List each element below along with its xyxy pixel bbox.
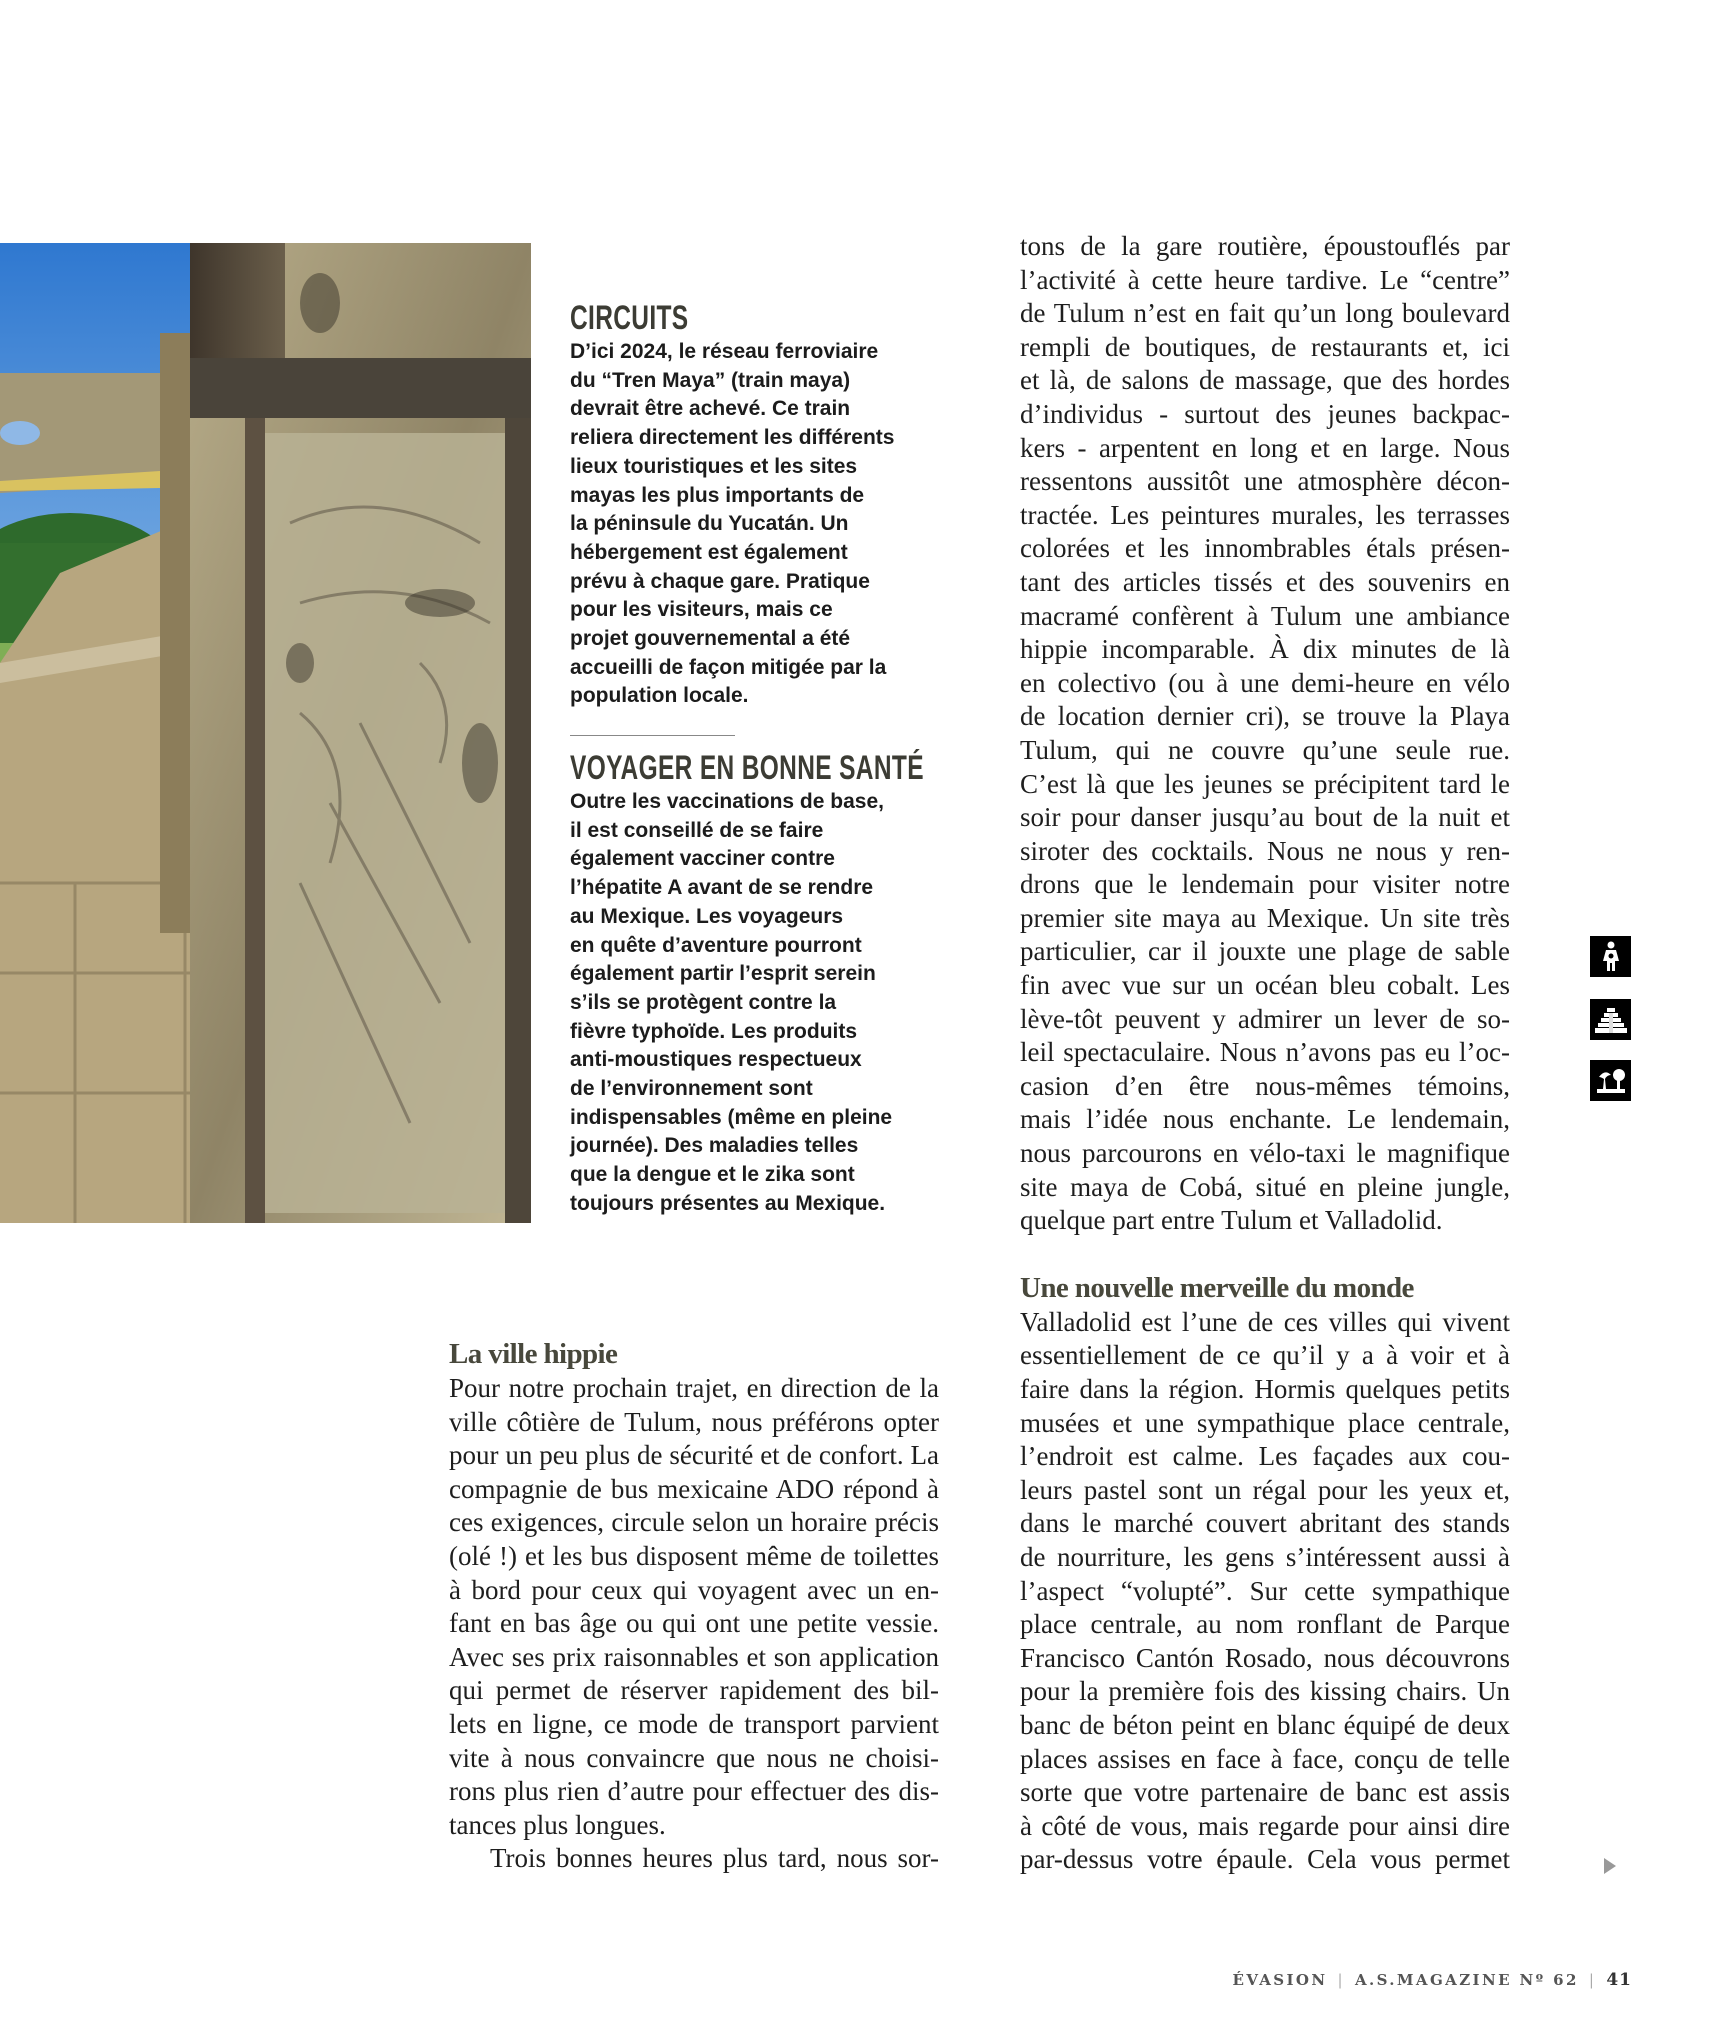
text-line: hébergement est également xyxy=(570,540,848,564)
text-line: au Mexique. Les voyageurs xyxy=(570,904,844,928)
text-line: mais l’idée nous enchante. Le lendemain, xyxy=(1020,1104,1510,1135)
text-line: de l’environnement sont xyxy=(570,1077,813,1101)
text-line: D’ici 2024, le réseau ferroviaire xyxy=(570,340,879,363)
text-line: sorte que votre partenaire de banc est assis xyxy=(1020,1777,1510,1808)
text-line: qui permet de réserver rapidement des bil- xyxy=(449,1675,939,1706)
next-page-arrow-icon[interactable] xyxy=(1604,1858,1616,1874)
text-line: de nourriture, les gens s’intéressent aussi à xyxy=(1020,1541,1510,1572)
mayan-ruins-photo xyxy=(0,243,531,1223)
text-line: en quête d’aventure pourront xyxy=(570,933,862,957)
text-line: particulier, car il jouxte une plage de sable xyxy=(1020,936,1510,967)
text-line: rons plus rien d’autre pour effectuer des dis- xyxy=(449,1776,939,1807)
text-line: Pour notre prochain trajet, en direction de la xyxy=(449,1373,939,1403)
text-line: ville côtière de Tulum, nous préférons opter xyxy=(449,1406,939,1437)
circuits-body xyxy=(570,338,910,711)
footer-divider: | xyxy=(1337,1971,1345,1989)
text-line: par-dessus votre épaule. Cela vous permet xyxy=(1020,1844,1510,1875)
text-line: population locale. xyxy=(570,684,749,708)
text-line: accueilli de façon mitigée par la xyxy=(570,655,887,679)
text-line: l’hépatite A avant de se rendre xyxy=(570,876,874,900)
text-line: de location dernier cri), se trouve la Playa xyxy=(1020,701,1510,732)
text-line: également vacciner contre xyxy=(570,847,835,871)
text-line: ces exigences, circule selon un horaire précis xyxy=(449,1507,939,1538)
text-line: de Tulum n’est en fait qu’un long boulevard xyxy=(1020,298,1510,329)
text-line: compagnie de bus mexicaine ADO répond à xyxy=(449,1473,939,1504)
text-line: ressentons aussitôt une atmosphère décon- xyxy=(1020,466,1510,497)
text-line: kers - arpentent en long et en large. Nous xyxy=(1020,432,1510,463)
text-line: pour les visiteurs, mais ce xyxy=(570,598,833,622)
circuits-heading: CIRCUITS xyxy=(570,299,689,337)
text-line: s’ils se protègent contre la xyxy=(570,990,837,1014)
health-heading: VOYAGER EN BONNE SANTÉ xyxy=(570,749,924,787)
text-line: C’est là que les jeunes se précipitent tard le xyxy=(1020,768,1510,799)
text-line: mayas les plus importants de xyxy=(570,483,865,507)
text-line: l’activité à cette heure tardive. Le “centre” xyxy=(1020,264,1510,295)
text-line: dans le marché couvert abritant des stands xyxy=(1020,1508,1510,1539)
paragraph xyxy=(449,1842,939,1876)
text-line: Valladolid est l’une de ces villes qui vivent xyxy=(1020,1306,1510,1337)
text-line: vite à nous convaincre que nous ne choisi- xyxy=(449,1742,939,1773)
text-line: places assises en face à face, conçu de telle xyxy=(1020,1743,1510,1774)
text-line: et là, de salons de massage, que des hordes xyxy=(1020,365,1510,396)
mayan-pyramid-icon xyxy=(1590,999,1631,1040)
text-line: Tulum, qui ne couvre qu’une seule rue. xyxy=(1020,734,1510,765)
sidebar-health xyxy=(570,748,924,1219)
sidebar-circuits xyxy=(570,298,910,711)
footer-section: ÉVASION xyxy=(1232,1971,1328,1989)
text-line: il est conseillé de se faire xyxy=(570,818,824,842)
text-line: anti-moustiques respectueux xyxy=(570,1048,862,1072)
text-line: l’endroit est calme. Les façades aux cou- xyxy=(1020,1441,1510,1472)
text-line: soir pour danser jusqu’au bout de la nuit et xyxy=(1020,802,1510,833)
section-heading-ville-hippie: La ville hippie xyxy=(449,1338,618,1370)
text-line: colorées et les innombrables étals présen- xyxy=(1020,533,1510,564)
palm-beach-icon xyxy=(1590,1060,1631,1101)
text-line: projet gouvernemental a été xyxy=(570,627,851,651)
health-body xyxy=(570,788,910,1219)
page-number: 41 xyxy=(1606,1970,1632,1990)
text-line: lieux touristiques et les sites xyxy=(570,454,858,478)
text-line: Francisco Cantón Rosado, nous découvrons xyxy=(1020,1642,1510,1673)
text-line: reliera directement les différents xyxy=(570,426,895,450)
text-line: rempli de boutiques, de restaurants et, ici xyxy=(1020,331,1510,362)
text-line: Outre les vaccinations de base, xyxy=(570,790,884,813)
text-line: essentiellement de ce qu’il y a à voir et à xyxy=(1020,1340,1510,1371)
text-line: prévu à chaque gare. Pratique xyxy=(570,569,870,593)
text-line: macramé confèrent à Tulum une ambiance xyxy=(1020,600,1510,631)
text-line: toujours présentes au Mexique. xyxy=(570,1191,886,1215)
text-line: pour la première fois des kissing chairs. Un xyxy=(1020,1676,1510,1707)
text-line: la péninsule du Yucatán. Un xyxy=(570,512,849,536)
text-line: indispensables (même en pleine xyxy=(570,1105,893,1129)
text-line: casion d’en être nous-mêmes témoins, xyxy=(1020,1070,1510,1101)
text-line: tances plus longues. xyxy=(449,1809,666,1840)
text-line: drons que le lendemain pour visiter notre xyxy=(1020,869,1510,900)
text-line: tant des articles tissés et des souvenirs en xyxy=(1020,566,1510,597)
text-line: tractée. Les peintures murales, les terrasses xyxy=(1020,499,1510,530)
text-line: (olé !) et les bus disposent même de toilettes xyxy=(449,1540,939,1571)
text-line: du “Tren Maya” (train maya) xyxy=(570,368,851,392)
text-line: devrait être achevé. Ce train xyxy=(570,397,851,421)
text-line: pour un peu plus de sécurité et de confort. La xyxy=(449,1440,939,1471)
text-line: place centrale, au nom ronflant de Parque xyxy=(1020,1609,1510,1640)
text-line: premier site maya au Mexique. Un site très xyxy=(1020,902,1510,933)
text-line: journée). Des maladies telles xyxy=(570,1134,859,1158)
footer-magazine: A.S.MAGAZINE Nº 62 xyxy=(1354,1971,1579,1989)
photo-illustration xyxy=(0,243,531,1223)
text-line: site maya de Cobá, situé en pleine jungle, xyxy=(1020,1171,1510,1202)
text-line: nous parcourons en vélo-taxi le magnifique xyxy=(1020,1138,1510,1169)
footer-divider: | xyxy=(1588,1971,1597,1989)
left-article-column xyxy=(449,1336,939,1876)
text-line: lets en ligne, ce mode de transport parvient xyxy=(449,1708,939,1739)
text-line: d’individus - surtout des jeunes backpac- xyxy=(1020,398,1510,429)
paragraph xyxy=(1020,230,1510,1238)
text-line: leil spectaculaire. Nous n’avons pas eu l’oc- xyxy=(1020,1037,1510,1068)
sidebar-divider xyxy=(570,735,735,736)
paragraph xyxy=(1020,1306,1510,1877)
text-line: à côté de vous, mais regarde pour ainsi dire xyxy=(1020,1810,1510,1841)
paragraph xyxy=(449,1372,939,1842)
text-line: siroter des cocktails. Nous ne nous y ren- xyxy=(1020,835,1510,866)
text-line: fant en bas âge ou qui ont une petite vessie. xyxy=(449,1608,939,1639)
text-line: Trois bonnes heures plus tard, nous sor- xyxy=(490,1843,939,1874)
text-line: musées et une sympathique place centrale, xyxy=(1020,1407,1510,1438)
text-line: leurs pastel sont un régal pour les yeux et, xyxy=(1020,1474,1510,1505)
text-line: Avec ses prix raisonnables et son application xyxy=(449,1641,939,1672)
page-footer xyxy=(1232,1970,1632,1990)
text-line: lève-tôt peuvent y admirer un lever de so- xyxy=(1020,1003,1510,1034)
text-line: à bord pour ceux qui voyagent avec un en- xyxy=(449,1574,939,1605)
right-article-column xyxy=(1020,230,1510,1877)
text-line: également partir l’esprit serein xyxy=(570,962,876,986)
text-line: que la dengue et le zika sont xyxy=(570,1163,855,1187)
text-line: tons de la gare routière, époustouflés par xyxy=(1020,231,1510,261)
text-line: faire dans la région. Hormis quelques petits xyxy=(1020,1374,1510,1404)
pregnant-woman-icon xyxy=(1590,936,1631,977)
text-line: fièvre typhoïde. Les produits xyxy=(570,1019,858,1043)
text-line: fin avec vue sur un océan bleu cobalt. Les xyxy=(1020,970,1510,1001)
text-line: hippie incomparable. À dix minutes de là xyxy=(1020,634,1510,665)
text-line: quelque part entre Tulum et Valladolid. xyxy=(1020,1205,1443,1236)
text-line: banc de béton peint en blanc équipé de deux xyxy=(1020,1709,1510,1740)
section-heading-merveille: Une nouvelle merveille du monde xyxy=(1020,1271,1414,1304)
text-line: l’aspect “volupté”. Sur cette sympathique xyxy=(1020,1575,1510,1606)
text-line: en colectivo (ou à une demi-heure en vélo xyxy=(1020,667,1510,698)
